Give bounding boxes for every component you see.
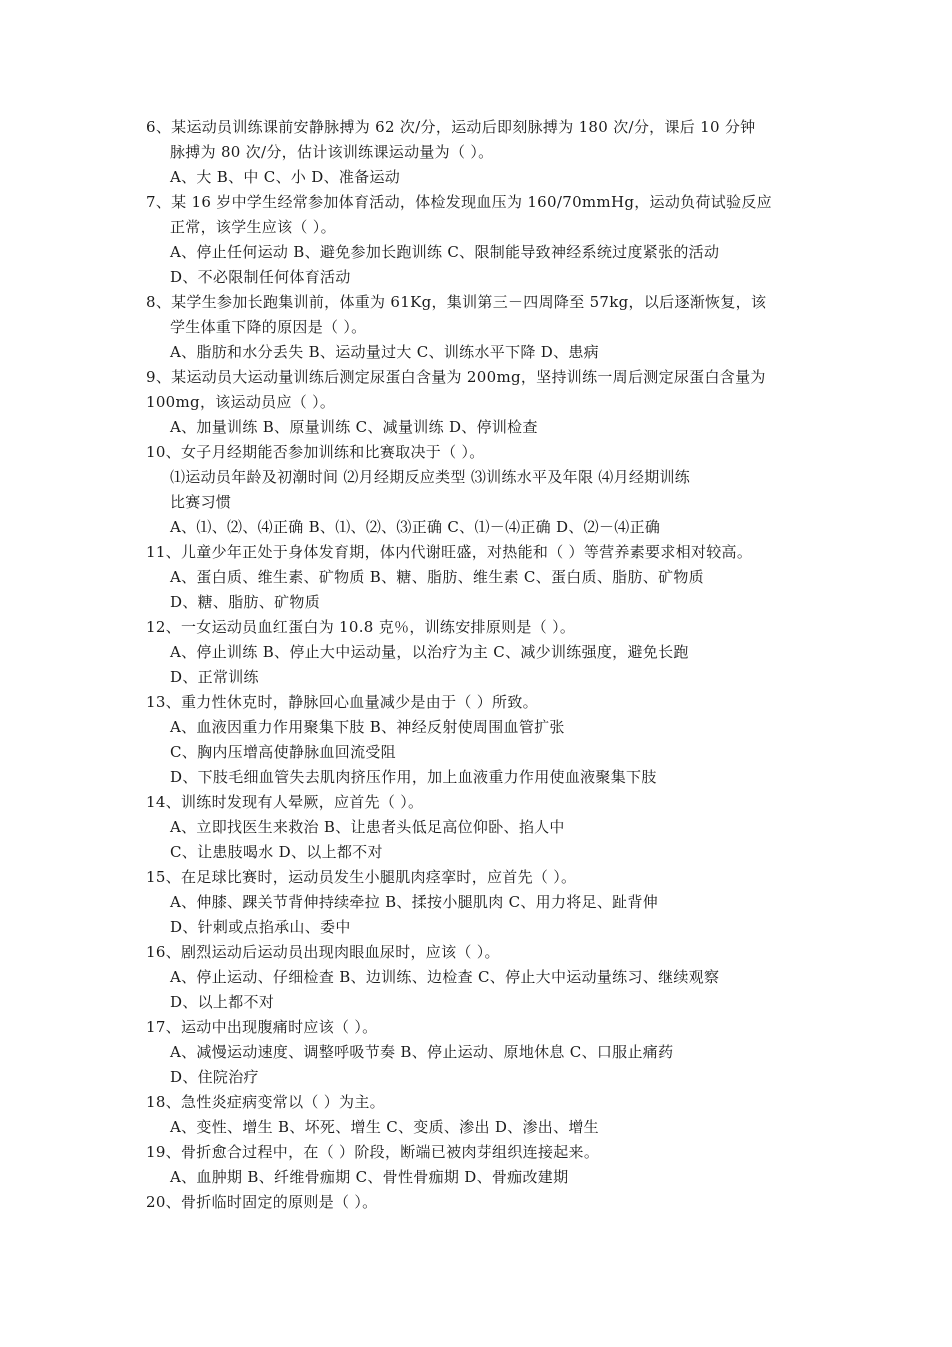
text-line: A、脂肪和水分丢失 B、运动量过大 C、训练水平下降 D、患病 (170, 343, 599, 361)
text-line: 9、某运动员大运动量训练后测定尿蛋白含量为 200mg，坚持训练一周后测定尿蛋白含量为 (146, 368, 766, 386)
text-line: D、糖、脂肪、矿物质 (170, 593, 321, 611)
text-line: 19、骨折愈合过程中，在（ ）阶段，断端已被肉芽组织连接起来。 (146, 1143, 600, 1161)
text-line: A、⑴、⑵、⑷正确 B、⑴、⑵、⑶正确 C、⑴－⑷正确 D、⑵－⑷正确 (170, 518, 661, 536)
text-line: 11、儿童少年正处于身体发育期，体内代谢旺盛，对热能和（ ）等营养素要求相对较高。 (146, 543, 753, 561)
text-line: 比赛习惯 (170, 493, 232, 511)
text-line: 12、一女运动员血红蛋白为 10.8 克％，训练安排原则是（ ）。 (146, 618, 576, 636)
text-line: D、不必限制任何体育活动 (170, 268, 351, 286)
text-line: 脉搏为 80 次/分，估计该训练课运动量为（ ）。 (170, 143, 494, 161)
text-line: 16、剧烈运动后运动员出现肉眼血尿时，应该（ ）。 (146, 943, 500, 961)
text-line: D、针刺或点掐承山、委中 (170, 918, 351, 936)
text-line: C、胸内压增高使静脉血回流受阻 (170, 743, 396, 761)
text-line: 学生体重下降的原因是（ ）。 (170, 318, 367, 336)
text-line: A、伸膝、踝关节背伸持续牵拉 B、揉按小腿肌肉 C、用力将足、趾背伸 (170, 893, 659, 911)
text-line: 20、骨折临时固定的原则是（ ）。 (146, 1193, 378, 1211)
text-line: D、住院治疗 (170, 1068, 259, 1086)
text-line: 14、训练时发现有人晕厥，应首先（ ）。 (146, 793, 424, 811)
text-line: A、血肿期 B、纤维骨痂期 C、骨性骨痂期 D、骨痂改建期 (170, 1168, 569, 1186)
text-line: 15、在足球比赛时，运动员发生小腿肌肉痉挛时，应首先（ ）。 (146, 868, 577, 886)
text-line: 18、急性炎症病变常以（ ）为主。 (146, 1093, 385, 1111)
text-line: 100mg，该运动员应（ ）。 (146, 393, 336, 411)
text-line: 17、运动中出现腹痛时应该（ ）。 (146, 1018, 378, 1036)
text-line: A、血液因重力作用聚集下肢 B、神经反射使周围血管扩张 (170, 718, 565, 736)
text-line: 13、重力性休克时，静脉回心血量减少是由于（ ）所致。 (146, 693, 538, 711)
text-line: 8、某学生参加长跑集训前，体重为 61Kg，集训第三－四周降至 57kg，以后逐渐恢复，该 (146, 293, 767, 311)
text-line: D、以上都不对 (170, 993, 275, 1011)
text-line: 7、某 16 岁中学生经常参加体育活动，体检发现血压为 160/70mmHg，运动负荷试验反应 (146, 193, 772, 211)
text-line: D、正常训练 (170, 668, 259, 686)
text-line: A、加量训练 B、原量训练 C、减量训练 D、停训检查 (170, 418, 538, 436)
text-line: ⑴运动员年龄及初潮时间 ⑵月经期反应类型 ⑶训练水平及年限 ⑷月经期训练 (170, 468, 691, 486)
text-line: A、减慢运动速度、调整呼吸节奏 B、停止运动、原地休息 C、口服止痛药 (170, 1043, 674, 1061)
text-line: A、停止任何运动 B、避免参加长跑训练 C、限制能导致神经系统过度紧张的活动 (170, 243, 720, 261)
text-line: A、立即找医生来救治 B、让患者头低足高位仰卧、掐人中 (170, 818, 565, 836)
text-line: A、变性、增生 B、坏死、增生 C、变质、渗出 D、渗出、增生 (170, 1118, 599, 1136)
text-line: A、停止训练 B、停止大中运动量，以治疗为主 C、减少训练强度，避免长跑 (170, 643, 689, 661)
text-line: A、大 B、中 C、小 D、准备运动 (170, 168, 401, 186)
text-line: C、让患肢喝水 D、以上都不对 (170, 843, 383, 861)
text-line: A、蛋白质、维生素、矿物质 B、糖、脂肪、维生素 C、蛋白质、脂肪、矿物质 (170, 568, 704, 586)
text-line: 6、某运动员训练课前安静脉搏为 62 次/分，运动后即刻脉搏为 180 次/分，课后 10 分钟 (146, 118, 756, 136)
text-line: 正常，该学生应该（ ）。 (170, 218, 336, 236)
text-line: 10、女子月经期能否参加训练和比赛取决于（ ）。 (146, 443, 485, 461)
text-line: A、停止运动、仔细检查 B、边训练、边检查 C、停止大中运动量练习、继续观察 (170, 968, 720, 986)
text-line: D、下肢毛细血管失去肌肉挤压作用，加上血液重力作用使血液聚集下肢 (170, 768, 657, 786)
question-list (146, 115, 836, 1215)
